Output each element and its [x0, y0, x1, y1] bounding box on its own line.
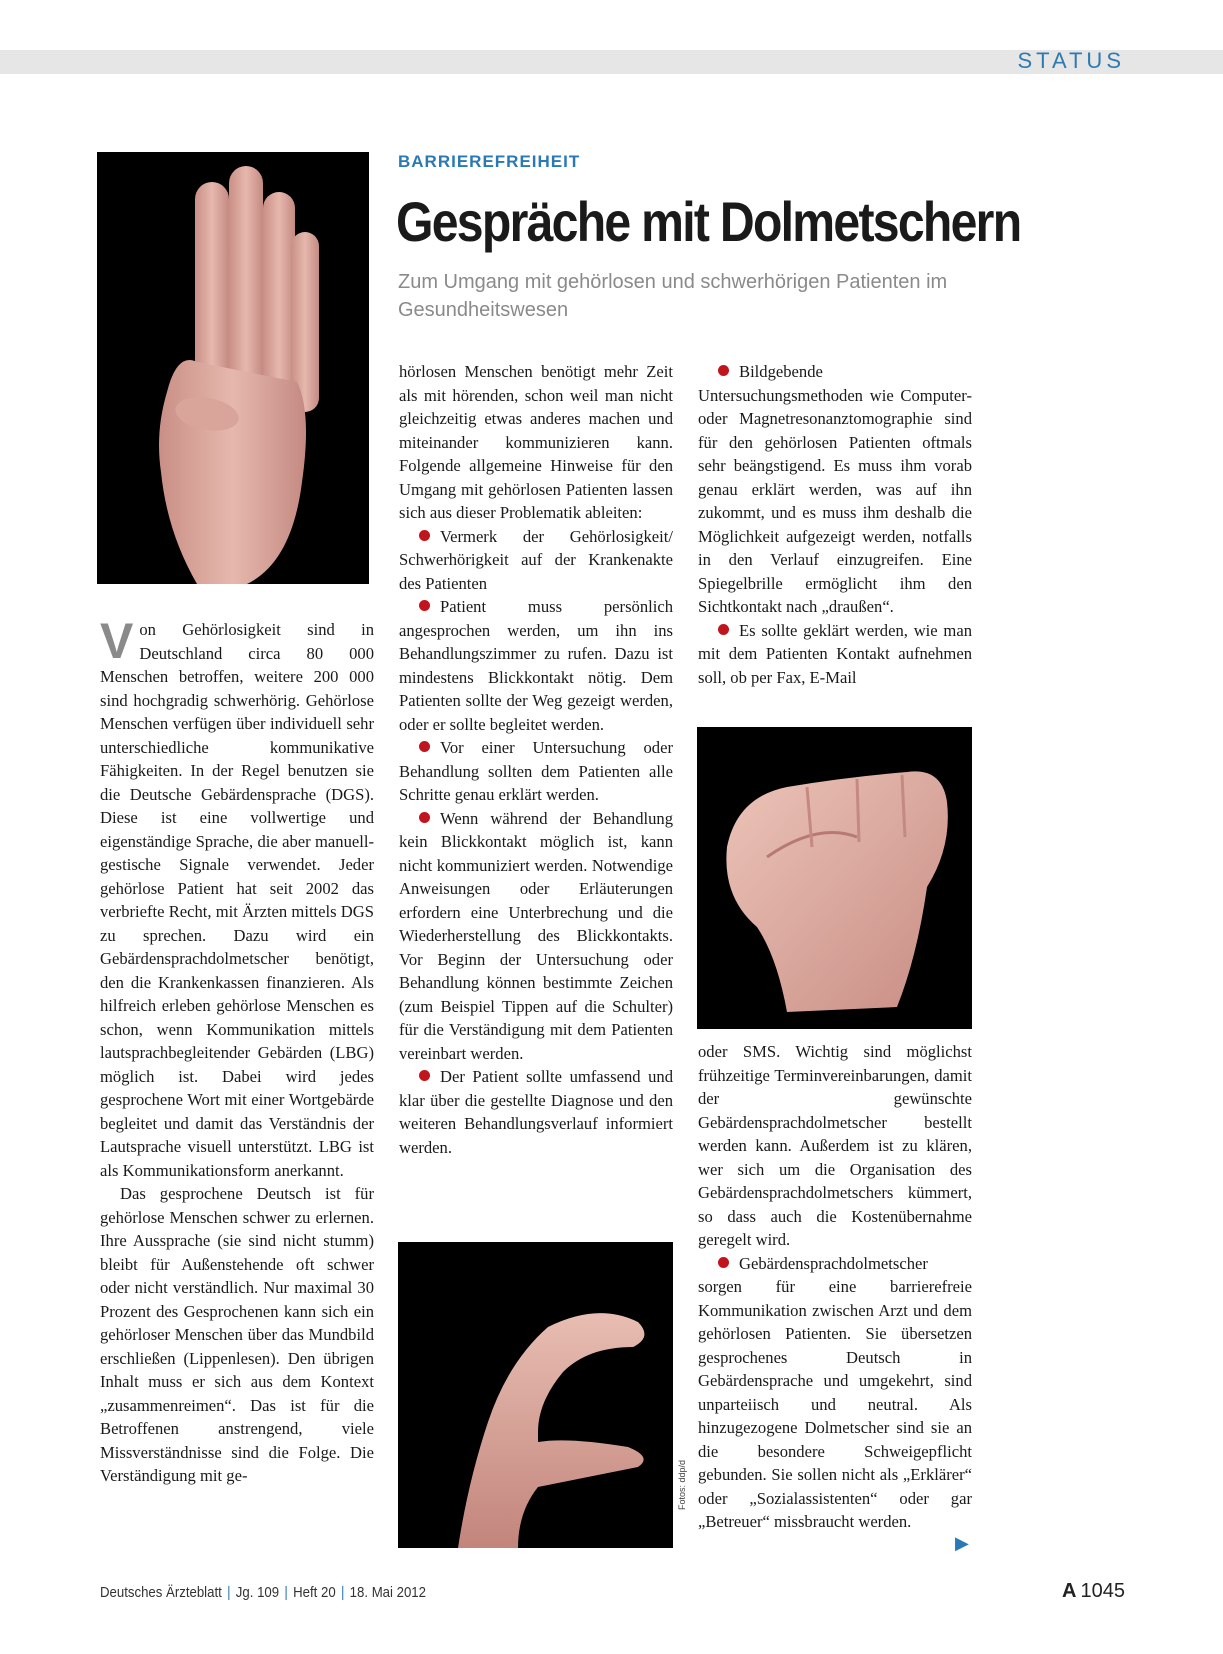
issue-date: 18. Mai 2012 — [349, 1584, 426, 1601]
list-item: Der Patient sollte umfassend und klar über die gestellte Diagnose und den weiteren Behandlungsverlauf informiert werden. — [399, 1067, 673, 1157]
issue: Heft 20 — [293, 1584, 336, 1601]
drop-cap: V — [100, 613, 134, 669]
paragraph: on Gehörlosigkeit sind in Deutschland circa 80 000 Menschen betroffen, weitere 200 000 sind hochgradig schwerhörig. Gehörlose Menschen verfügen über individuell sehr unterschiedliche kommunikative Fähigkeiten. In der Regel benutzen sie die Deutsche Gebärdensprache (DGS). Diese ist eine vollwertige und eigenständige Sprache, die aber manuell-gestische Signale verwendet. Jeder gehörlose Patient hat seit 2002 das verbriefte Recht, mit Ärzten mittels DGS zu sprechen. Dazu wird ein Gebärdensprachdolmetscher benötigt, den die Krankenkassen finanzieren. Als hilfreich erleben gehörlose Menschen es schon, wenn Kommunikation mittels lautsprachbegleitender Gebärden (LBG) möglich ist. Dabei wird jedes gesprochene Wort mit einer Wortgebärde begleitet und damit das Verständnis der Lautsprache visuell unterstützt. LBG ist als Kommunikationsform anerkannt. — [100, 620, 374, 1180]
column-2 — [399, 360, 673, 1159]
paragraph: hörlosen Menschen benötigt mehr Zeit als mit hörenden, schon weil man nicht gleichzeitig etwas anderes machen und miteinander kommunizieren kann. Folgende allgemeine Hinweise für den Umgang mit gehörlosen Patienten lassen sich aus dieser Problematik ableiten: — [399, 362, 673, 522]
bullet-icon — [718, 1257, 729, 1268]
bullet-icon — [419, 741, 430, 752]
article-kicker: BARRIEREFREIHEIT — [398, 152, 581, 171]
list-item: Wenn während der Behandlung kein Blickkontakt möglich ist, kann nicht kommuniziert werden. Notwendige Anweisungen oder Erläuterungen erfordern eine Unterbrechung und die Wiederherstellung des Blickkontakts. Vor Beginn der Untersuchung oder Behandlung können bestimmte Zeichen (zum Beispiel Tippen auf die Schulter) für die Verständigung mit dem Patienten vereinbart werden. — [399, 808, 673, 1063]
bullet-icon — [419, 530, 430, 541]
page-footer: Deutsches Ärzteblatt | Jg. 109 | Heft 20 | 18. Mai 2012 — [100, 1584, 426, 1601]
paragraph: oder SMS. Wichtig sind möglichst frühzeitige Terminvereinbarungen, damit der gewünschte Gebärdensprachdolmetscher bestellt werden kann. Außerdem ist zu klären, wer sich um die Organisation des Gebärdensprachdolmetschers kümmert, so dass auch die Kostenübernahme geregelt wird. — [698, 1042, 972, 1249]
bullet-icon — [419, 1070, 430, 1081]
list-item: Gebärdensprachdolmetscher sorgen für eine barrierefreie Kommunikation zwischen Arzt und dem gehörlosen Patienten. Sie übersetzen gesprochenes Deutsch in Gebärdensprache und umgekehrt, sind unparteiisch und neutral. Als hinzugezogene Dolmetscher sind sie an die besondere Schweigepflicht gebunden. Sie sollen nicht als „Erklärer“ oder „Sozialassistenten“ oder gar „Betreuer“ missbraucht werden. — [698, 1253, 972, 1531]
volume: Jg. 109 — [235, 1584, 280, 1601]
list-item: Es sollte geklärt werden, wie man mit dem Patienten Kontakt aufnehmen soll, ob per Fax, E-Mail — [698, 620, 972, 687]
bullet-icon — [419, 600, 430, 611]
list-item: Patient muss persönlich angesprochen werden, um ihn ins Behandlungszimmer zu rufen. Dazu ist mindestens Blickkontakt nötig. Dem Patienten sollte der Weg gezeigt werden, oder er sollte begleitet werden. — [399, 597, 673, 734]
list-item: Bildgebende Untersuchungsmethoden wie Computer- oder Magnetresonanztomographie sind für den gehörlosen Patienten oftmals sehr beängstigend. Es muss ihm vorab genau erklärt werden, was auf ihn zukommt, und es muss ihm deshalb die Möglichkeit aufgezeigt werden, notfalls in den Verlauf einzugreifen. Eine Spiegelbrille ermöglicht ihm den Sichtkontakt nach „draußen“. — [698, 362, 972, 616]
bullet-icon — [419, 812, 430, 823]
bullet-icon — [718, 365, 729, 376]
list-item: Vermerk der Gehörlosigkeit/ Schwerhörigkeit auf der Krankenakte des Patienten — [399, 526, 673, 593]
journal-name: Deutsches Ärzteblatt — [100, 1584, 222, 1601]
continue-arrow-icon: ▶ — [955, 1533, 969, 1554]
bullet-icon — [718, 624, 729, 635]
photo-credit: Fotos: ddp/d — [677, 1459, 687, 1510]
list-item: Vor einer Untersuchung oder Behandlung sollten dem Patienten alle Schritte genau erklärt werden. — [399, 738, 673, 804]
column-3-bottom — [698, 1040, 972, 1534]
paragraph: Das gesprochene Deutsch ist für gehörlose Menschen schwer zu erlernen. Ihre Aussprache (sie sind nicht stumm) bleibt für Außenstehende oft schwer oder nicht verständlich. Nur maximal 30 Prozent des Gesprochenen kann sich ein gehörloser Menschen über das Mundbild erschließen (Lippenlesen). Den übrigen Inhalt muss er sich aus dem Kontext „zusammenreimen“. Das ist für die Betroffenen anstrengend, viele Missverständnisse sind die Folge. Die Verständigung mit ge- — [100, 1184, 374, 1485]
section-label: STATUS — [1017, 48, 1125, 73]
photo-hand-fist — [697, 727, 972, 1029]
photo-hand-raised — [97, 152, 369, 584]
photo-hand-c-shape — [398, 1242, 673, 1548]
article-subtitle: Zum Umgang mit gehörlosen und schwerhörigen Patienten im Gesundheitswesen — [398, 271, 948, 321]
column-1 — [100, 613, 374, 1488]
article-title: Gespräche mit Dolmetschern — [396, 190, 1021, 253]
page-number: A 1045 — [1062, 1580, 1125, 1602]
column-3-top — [698, 360, 972, 689]
